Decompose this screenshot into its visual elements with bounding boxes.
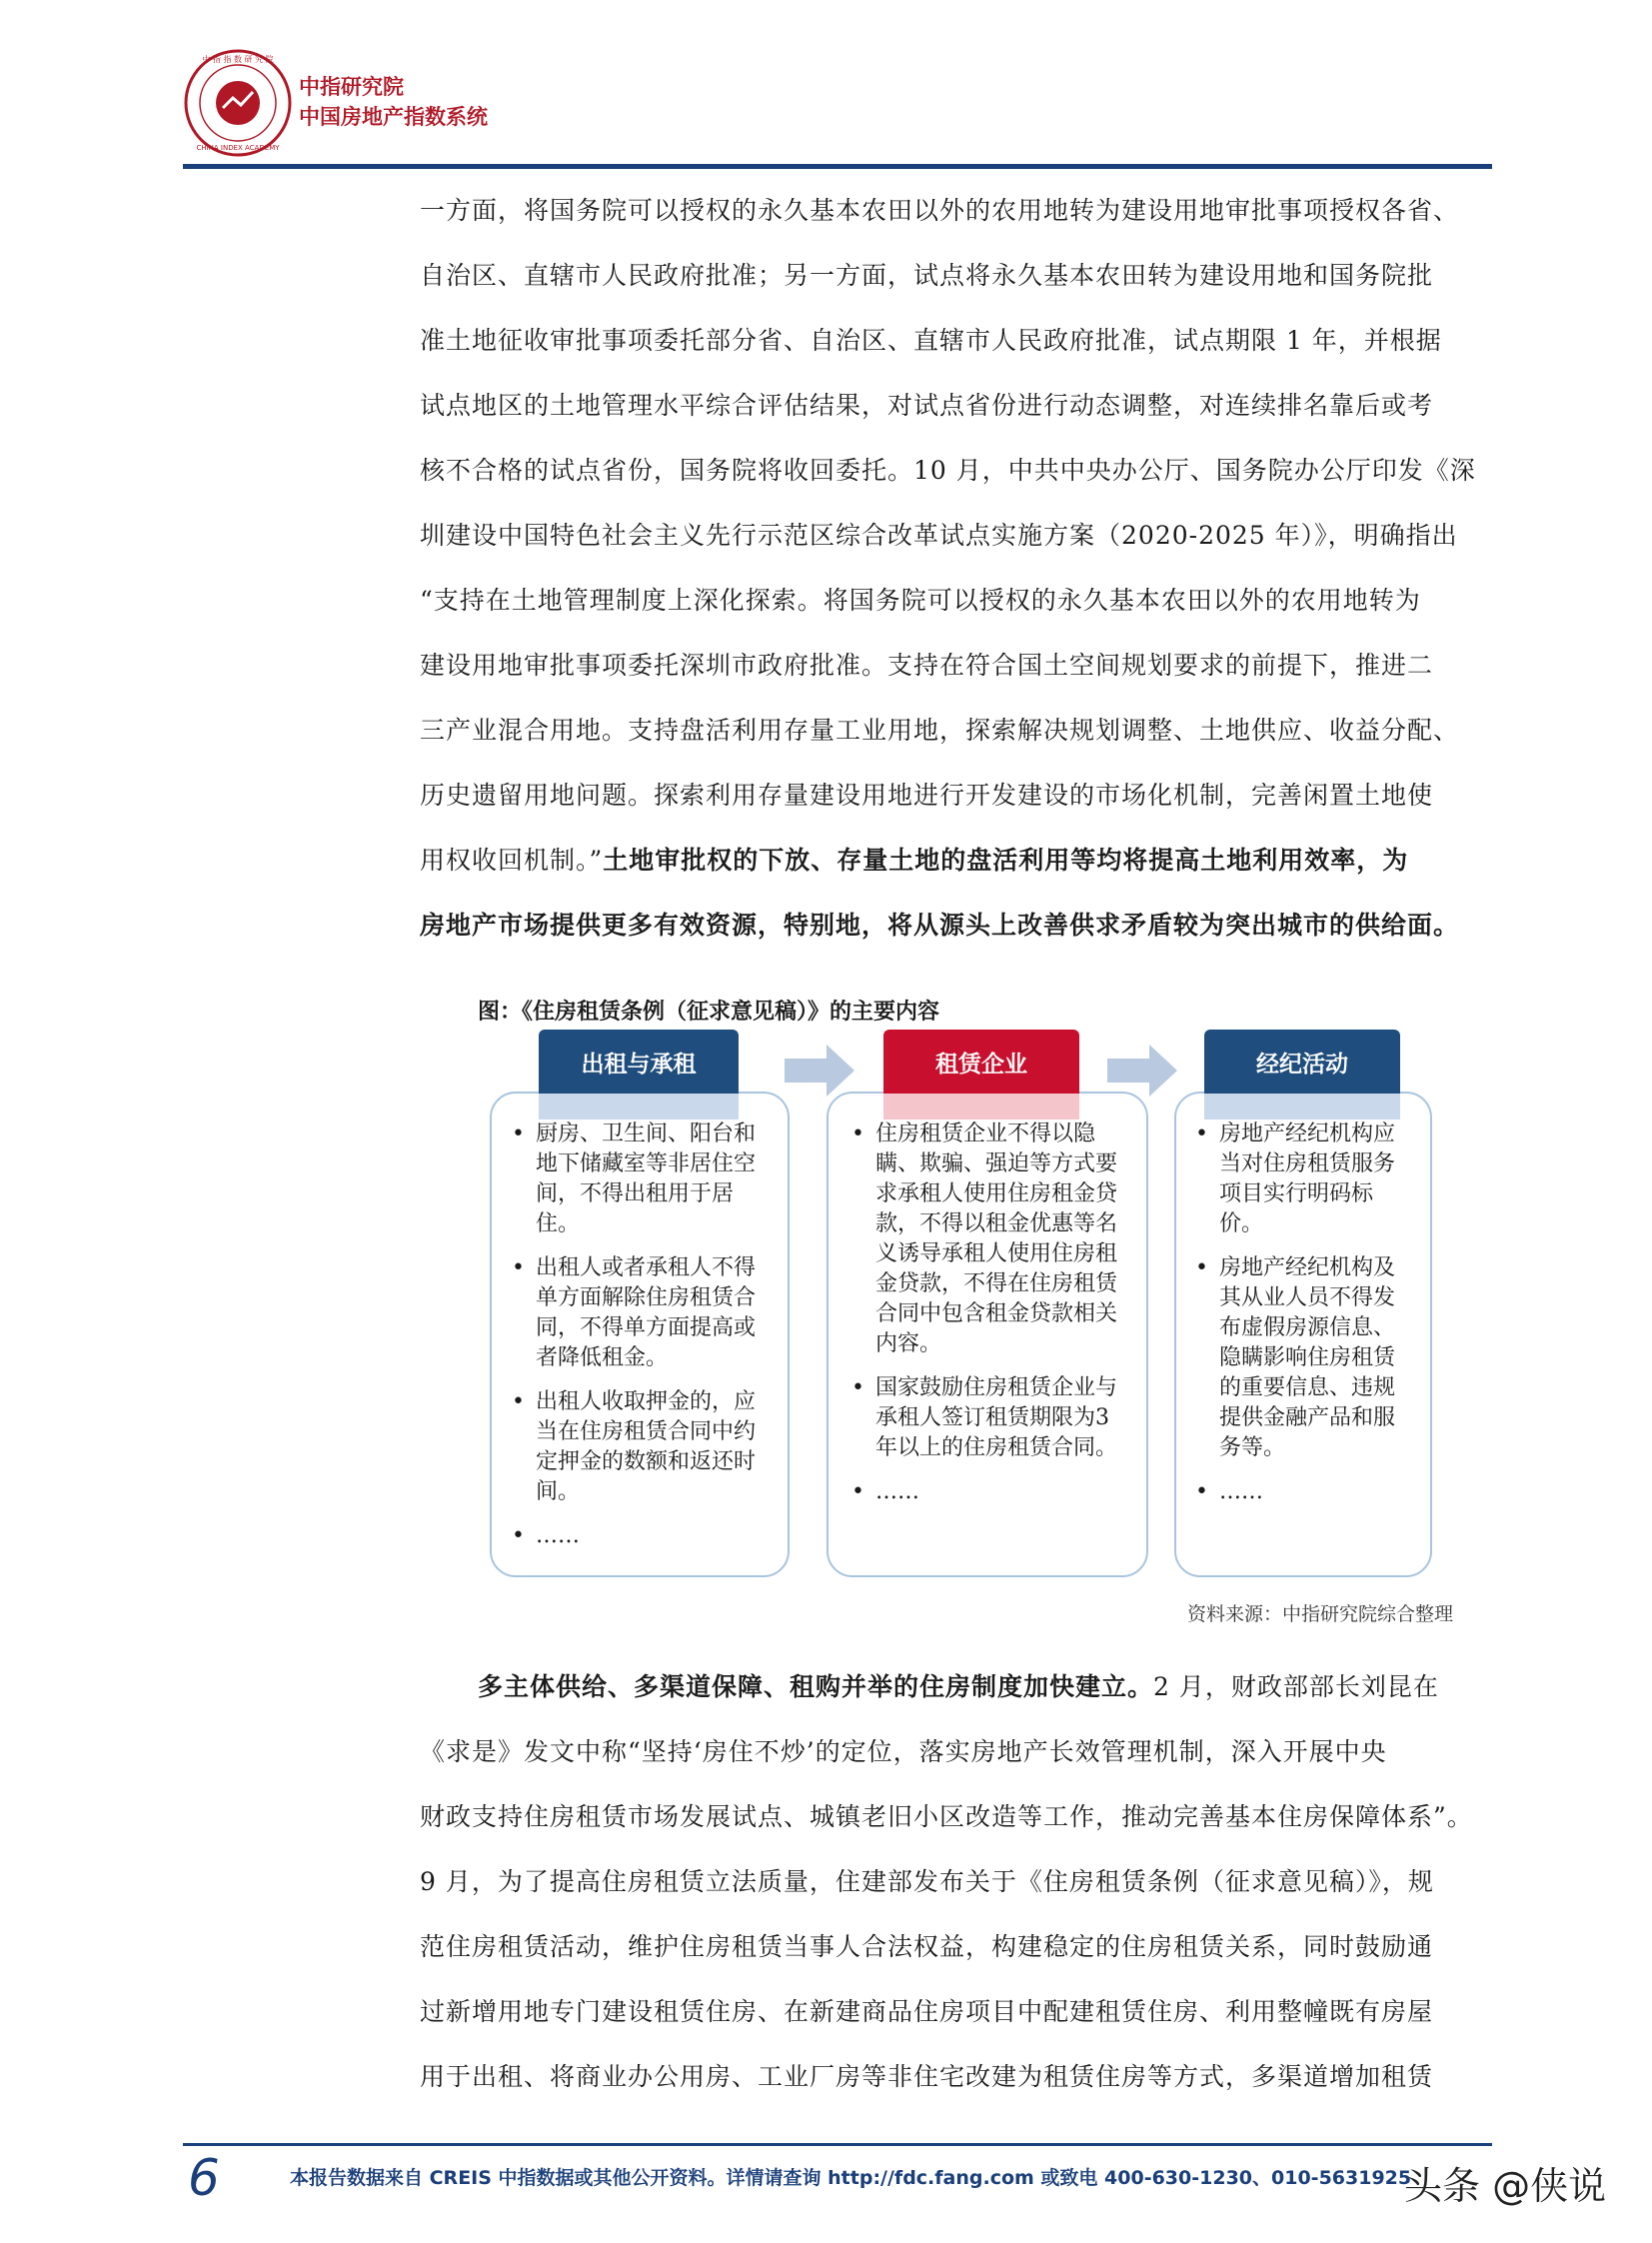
enterprise-bullets [847, 1120, 1119, 1521]
list-item: • 厨房、卫生间、阳台和地下储藏室等非居住空间，不得出租用于居住。 [508, 1120, 763, 1239]
list-item: • …… [847, 1477, 1119, 1507]
footer-disclaimer: 本报告数据来自 CREIS 中指数据或其他公开资料。详情请查询 http://fdc.fang.com 或致电 400-630-1230、010-5631925 [290, 2167, 1412, 2189]
body-paragraph-1 [420, 178, 1509, 958]
text-line: 历史遗留用地问题。探索利用存量建设用地进行开发建设的市场化机制，完善闲置土地使 [420, 781, 1434, 810]
list-item: • …… [508, 1521, 763, 1551]
text-span: 2 月，财政部部长刘昆在 [1153, 1672, 1439, 1701]
text-line: 圳建设中国特色社会主义先行示范区综合改革试点实施方案（2020-2025 年）》，明确指出 [420, 521, 1458, 550]
svg-text:中 指 指 数 研 究 院: 中 指 指 数 研 究 院 [202, 55, 274, 64]
list-item: • 国家鼓励住房租赁企业与承租人签订租赁期限为3年以上的住房租赁合同。 [847, 1373, 1119, 1463]
text-line: 一方面，将国务院可以授权的永久基本农田以外的农用地转为建设用地审批事项授权各省、 [420, 196, 1460, 225]
text-span: 用权收回机制。” [420, 846, 604, 875]
bold-text: 多主体供给、多渠道保障、租购并举的住房制度加快建立。 [478, 1672, 1154, 1701]
text-line: 建设用地审批事项委托深圳市政府批准。支持在符合国土空间规划要求的前提下，推进二 [420, 651, 1434, 680]
text-line: “支持在土地管理制度上深化探索。将国务院可以授权的永久基本农田以外的农用地转为 [420, 586, 1421, 615]
text-line [420, 1654, 1509, 1719]
arrow-right-icon [1107, 1045, 1177, 1097]
text-line: 准土地征收审批事项委托部分省、自治区、直辖市人民政府批准，试点期限 1 年，并根据 [420, 326, 1442, 355]
organization-name [299, 72, 488, 132]
tag-shadow [883, 1094, 1079, 1120]
figure-source: 资料来源：中指研究院综合整理 [1187, 1603, 1454, 1625]
tag-shadow [1204, 1094, 1400, 1120]
svg-text:CHINA INDEX ACADEMY: CHINA INDEX ACADEMY [196, 144, 280, 152]
text-line: 《求是》发文中称“坚持‘房住不炒’的定位，落实房地产长效管理机制，深入开展中央 [420, 1737, 1387, 1766]
list-item: • 住房租赁企业不得以隐瞒、欺骗、强迫等方式要求承租人使用住房租金贷款，不得以租金优惠等名义诱导承租人使用住房租金贷款，不得在住房租赁合同中包含租金贷款相关内容。 [847, 1120, 1119, 1359]
page-number: 6 [188, 2149, 220, 2207]
figure-caption: 图：《住房租赁条例（征求意见稿）》的主要内容 [478, 999, 940, 1025]
arrow-right-icon [785, 1045, 854, 1097]
tag-rental: 出租与承租 [539, 1030, 739, 1094]
list-item: • …… [1191, 1477, 1413, 1507]
text-line: 核不合格的试点省份，国务院将收回委托。10 月，中共中央办公厅、国务院办公厅印发《深 [420, 456, 1476, 485]
text-line: 用于出租、将商业办公用房、工业厂房等非住宅改建为租赁住房等方式，多渠道增加租赁 [420, 2062, 1434, 2091]
body-paragraph-2 [420, 1654, 1509, 2109]
list-item: • 出租人收取押金的，应当在住房租赁合同中约定押金的数额和返还时间。 [508, 1387, 763, 1507]
text-line: 财政支持住房租赁市场发展试点、城镇老旧小区改造等工作，推动完善基本住房保障体系”。 [420, 1802, 1473, 1831]
footer-rule [183, 2143, 1492, 2146]
bold-text: 土地审批权的下放、存量土地的盘活利用等均将提高土地利用效率，为 [603, 846, 1409, 875]
list-item: • 房地产经纪机构及其从业人员不得发布虚假房源信息、隐瞒影响住房租赁的重要信息、违规提供金融产品和服务等。 [1191, 1253, 1413, 1463]
text-line: 自治区、直辖市人民政府批准；另一方面，试点将永久基本农田转为建设用地和国务院批 [420, 261, 1434, 290]
org-line-1: 中指研究院 [299, 75, 404, 99]
header-rule [183, 164, 1492, 169]
brokerage-bullets [1191, 1120, 1413, 1521]
rental-bullets [508, 1120, 763, 1565]
bold-text-line: 房地产市场提供更多有效资源，特别地，将从源头上改善供求矛盾较为突出城市的供给面。 [420, 911, 1460, 940]
page-header [183, 44, 1492, 174]
text-line: 试点地区的土地管理水平综合评估结果，对试点省份进行动态调整，对连续排名靠后或考 [420, 391, 1434, 420]
list-item: • 房地产经纪机构应当对住房租赁服务项目实行明码标价。 [1191, 1120, 1413, 1239]
tag-shadow [539, 1094, 739, 1120]
org-line-2: 中国房地产指数系统 [299, 105, 488, 129]
text-line: 范住房租赁活动，维护住房租赁当事人合法权益，构建稳定的住房租赁关系，同时鼓励通 [420, 1932, 1434, 1961]
text-line: 9 月，为了提高住房租赁立法质量，住建部发布关于《住房租赁条例（征求意见稿）》，规 [420, 1867, 1434, 1896]
text-line: 过新增用地专门建设租赁住房、在新建商品住房项目中配建租赁住房、利用整幢既有房屋 [420, 1997, 1434, 2026]
tag-enterprise: 租赁企业 [883, 1030, 1079, 1094]
text-line: 三产业混合用地。支持盘活利用存量工业用地，探索解决规划调整、土地供应、收益分配、 [420, 716, 1460, 745]
academy-seal-logo [183, 48, 293, 158]
list-item: • 出租人或者承租人不得单方面解除住房租赁合同，不得单方面提高或者降低租金。 [508, 1253, 763, 1373]
watermark: 头条 @侠说 [1404, 2164, 1607, 2208]
tag-brokerage: 经纪活动 [1204, 1030, 1400, 1094]
text-line [420, 828, 1509, 893]
